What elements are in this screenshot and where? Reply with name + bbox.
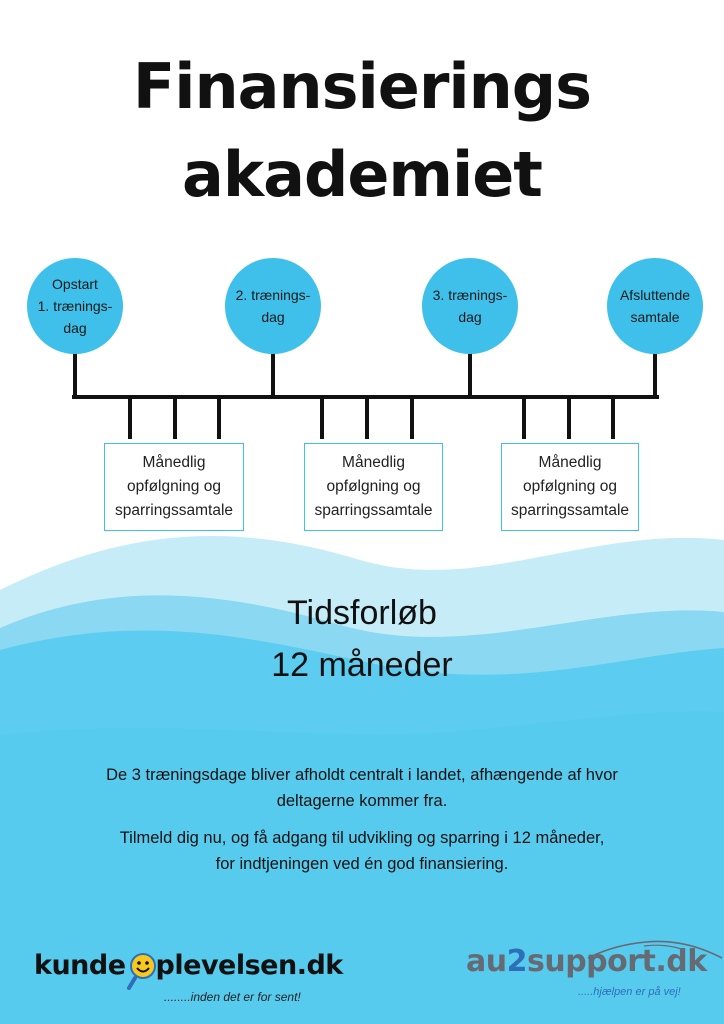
milestone-label: 3. trænings- dag xyxy=(432,287,508,325)
title-line-2: akademiet xyxy=(182,138,542,211)
followup-label: Månedlig opfølgning og sparringssamtale xyxy=(510,454,630,519)
period-heading: Tidsforløb xyxy=(287,594,437,632)
milestone-final-meeting xyxy=(607,258,703,354)
info-para-1-line-1: De 3 træningsdage bliver afholdt centralt i landet, afhængende af hvor xyxy=(106,766,618,784)
milestone-label: Afsluttende samtale xyxy=(619,287,691,325)
milestone-label: 2. trænings- dag xyxy=(235,287,311,325)
smiley-magnifier-icon xyxy=(127,952,155,980)
logo-right-two: 2 xyxy=(506,944,527,979)
title-line-1: Finansierings xyxy=(132,50,592,123)
milestone-training-3 xyxy=(422,258,518,354)
followup-box-3 xyxy=(501,443,639,531)
followup-box-1 xyxy=(104,443,244,531)
milestone-start xyxy=(27,258,123,354)
followup-label: Månedlig opfølgning og sparringssamtale xyxy=(314,454,433,519)
logo-left-text-end: plevelsen.dk xyxy=(155,950,343,981)
info-para-2-line-1: Tilmeld dig nu, og få adgang til udvikling og sparring i 12 måneder, xyxy=(119,829,605,847)
followup-box-2 xyxy=(304,443,443,531)
info-para-1-line-2: deltagerne kommer fra. xyxy=(276,792,448,810)
logo-left-text-start: kunde xyxy=(34,950,126,981)
milestone-label: Opstart 1. trænings- dag xyxy=(37,276,113,336)
logo-left-tagline: ........inden det er for sent! xyxy=(164,990,301,1004)
logo-right-suffix: support.dk xyxy=(526,944,707,979)
followup-label: Månedlig opfølgning og sparringssamtale xyxy=(114,454,234,519)
logo-right-prefix: au xyxy=(466,944,507,979)
milestone-training-2 xyxy=(225,258,321,354)
au2support-logo[interactable] xyxy=(466,944,707,998)
info-para-2-line-2: for indtjeningen ved én god finansiering. xyxy=(215,855,509,873)
kundeoplevelsen-logo[interactable] xyxy=(34,950,343,1004)
period-duration: 12 måneder xyxy=(271,646,453,684)
timeline-lines xyxy=(74,350,657,437)
logo-right-tagline: .....hjælpen er på vej! xyxy=(578,986,681,998)
car-outline-icon xyxy=(584,938,724,960)
